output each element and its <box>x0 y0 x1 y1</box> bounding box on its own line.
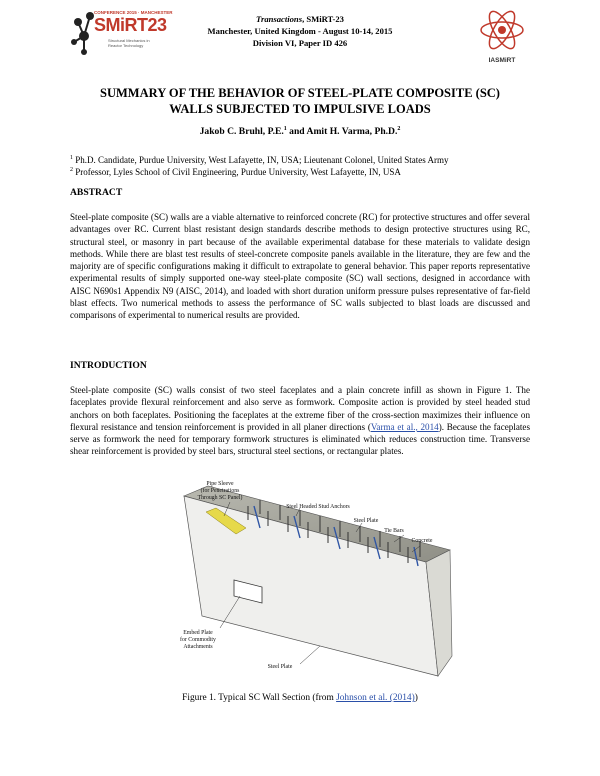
varma-citation-link[interactable]: Varma et al., 2014 <box>370 421 439 432</box>
label-pipe-sleeve-line-3: Through SC Panel) <box>197 495 243 501</box>
label-concrete: Concrete <box>411 538 433 544</box>
journal-name: Transactions <box>256 14 303 24</box>
title-line-1: SUMMARY OF THE BEHAVIOR OF STEEL-PLATE COMPOSITE (SC) <box>100 86 500 100</box>
affiliation-2 <box>70 164 550 178</box>
title-line-2: WALLS SUBJECTED TO IMPULSIVE LOADS <box>169 102 431 116</box>
logo-sub-2: Reactor Technology <box>108 43 144 48</box>
label-embed-plate <box>168 630 228 651</box>
label-tie-bars: Tie Bars <box>384 528 404 534</box>
intro-text-part-1: Steel-plate composite (SC) walls consist of two steel faceplates and a plain concrete infill as shown in Figure 1. The faceplates provide flexural reinforcement and also serve as formwork. Composite action is provided by steel headed stud anchors on both faceplates. Positioning the faceplates at the extreme fiber of the cross-section maximizes their influence on flexural resistance and tension reinforcement is provided in all planer directions ( <box>70 385 530 432</box>
label-pipe-sleeve-line-1: Pipe Sleeve <box>206 481 234 487</box>
affiliation-1-text: Ph.D. Candidate, Purdue University, West Lafayette, IN, USA; Lieutenant Colonel, United States Army <box>73 155 449 165</box>
logo-iasmirt-text: IASMiRT <box>488 57 516 64</box>
abstract-heading: ABSTRACT <box>70 187 123 198</box>
logo-conference-text: CONFERENCE 2015 · MANCHESTER <box>94 10 173 15</box>
header-division-paper: Division VI, Paper ID 426 <box>252 38 348 48</box>
label-steel-plate-bottom: Steel Plate <box>267 664 293 670</box>
header-journal-line: Transactions, SMiRT-23 <box>256 14 344 24</box>
author-1-sup: 1 <box>283 126 287 132</box>
label-stud-anchors: Steel Headed Stud Anchors <box>286 504 350 510</box>
conference-name: SMiRT-23 <box>306 14 344 24</box>
label-embed-plate-line-2: for Commodity <box>180 637 216 643</box>
logo-main-text: SMiRT23 <box>94 15 167 35</box>
affiliation-2-sup: 2 <box>70 167 73 173</box>
author-2-sup: 2 <box>397 126 401 132</box>
intro-text-part-2: ). Because the faceplates serve as formwork the need for temporary formwork structures is eliminated which reduces construction time. Transverse shear reinforcement is provided by steel bars, structural steel sections, or rectangular plates. <box>70 421 530 457</box>
introduction-text <box>70 384 530 458</box>
affiliation-2-text: Professor, Lyles School of Civil Engineering, Purdue University, West Lafayette, IN, USA <box>73 167 401 177</box>
logo-sub-1: Structural Mechanics in <box>108 38 150 43</box>
johnson-citation-link[interactable]: Johnson et al. (2014) <box>336 693 415 703</box>
caption-suffix: ) <box>414 693 418 703</box>
affiliation-1-sup: 1 <box>70 155 73 161</box>
header-location-date: Manchester, United Kingdom - August 10-14, 2015 <box>207 26 393 36</box>
label-steel-plate-top: Steel Plate <box>353 518 379 524</box>
authors-and: and <box>286 126 307 138</box>
introduction-heading: INTRODUCTION <box>70 360 147 371</box>
label-pipe-sleeve <box>190 481 250 502</box>
figure-caption <box>0 693 600 703</box>
authors <box>0 126 600 137</box>
abstract-text: Steel-plate composite (SC) walls are a viable alternative to reinforced concrete (RC) for protective structures and offer several advantages over RC. Current blast resistant design standards describe methods to design protective structures using RC, structural steel, or masonry in part because of the available experimental database for these materials to validate design methods. While there are blast test results of steel-concrete composite panels available in the literature, they are few and the majority are of specific configurations making it difficult to extrapolate to general behavior. This paper reports representative experimental results of simply supported one-way steel-plate composite (SC) wall sections, designed in accordance with AISC N690s1 Appendix N9 (AISC, 2014), and loaded with short duration uniform pressure pulses representative of far-field blast effects. Two numerical methods to assess the performance of SC walls subjected to blast loads are discussed and comparisons of experimental to numerical results are provided. <box>70 212 530 321</box>
paper-title <box>40 85 560 117</box>
label-embed-plate-line-3: Attachments <box>183 644 213 650</box>
label-embed-plate-line-1: Embed Plate <box>183 630 213 636</box>
author-2: Amit H. Varma, Ph.D. <box>306 126 398 138</box>
author-1: Jakob C. Bruhl, P.E. <box>199 126 284 138</box>
label-pipe-sleeve-line-2: (for Penetrations <box>200 488 240 494</box>
caption-prefix: Figure 1. Typical SC Wall Section (from <box>182 693 337 703</box>
